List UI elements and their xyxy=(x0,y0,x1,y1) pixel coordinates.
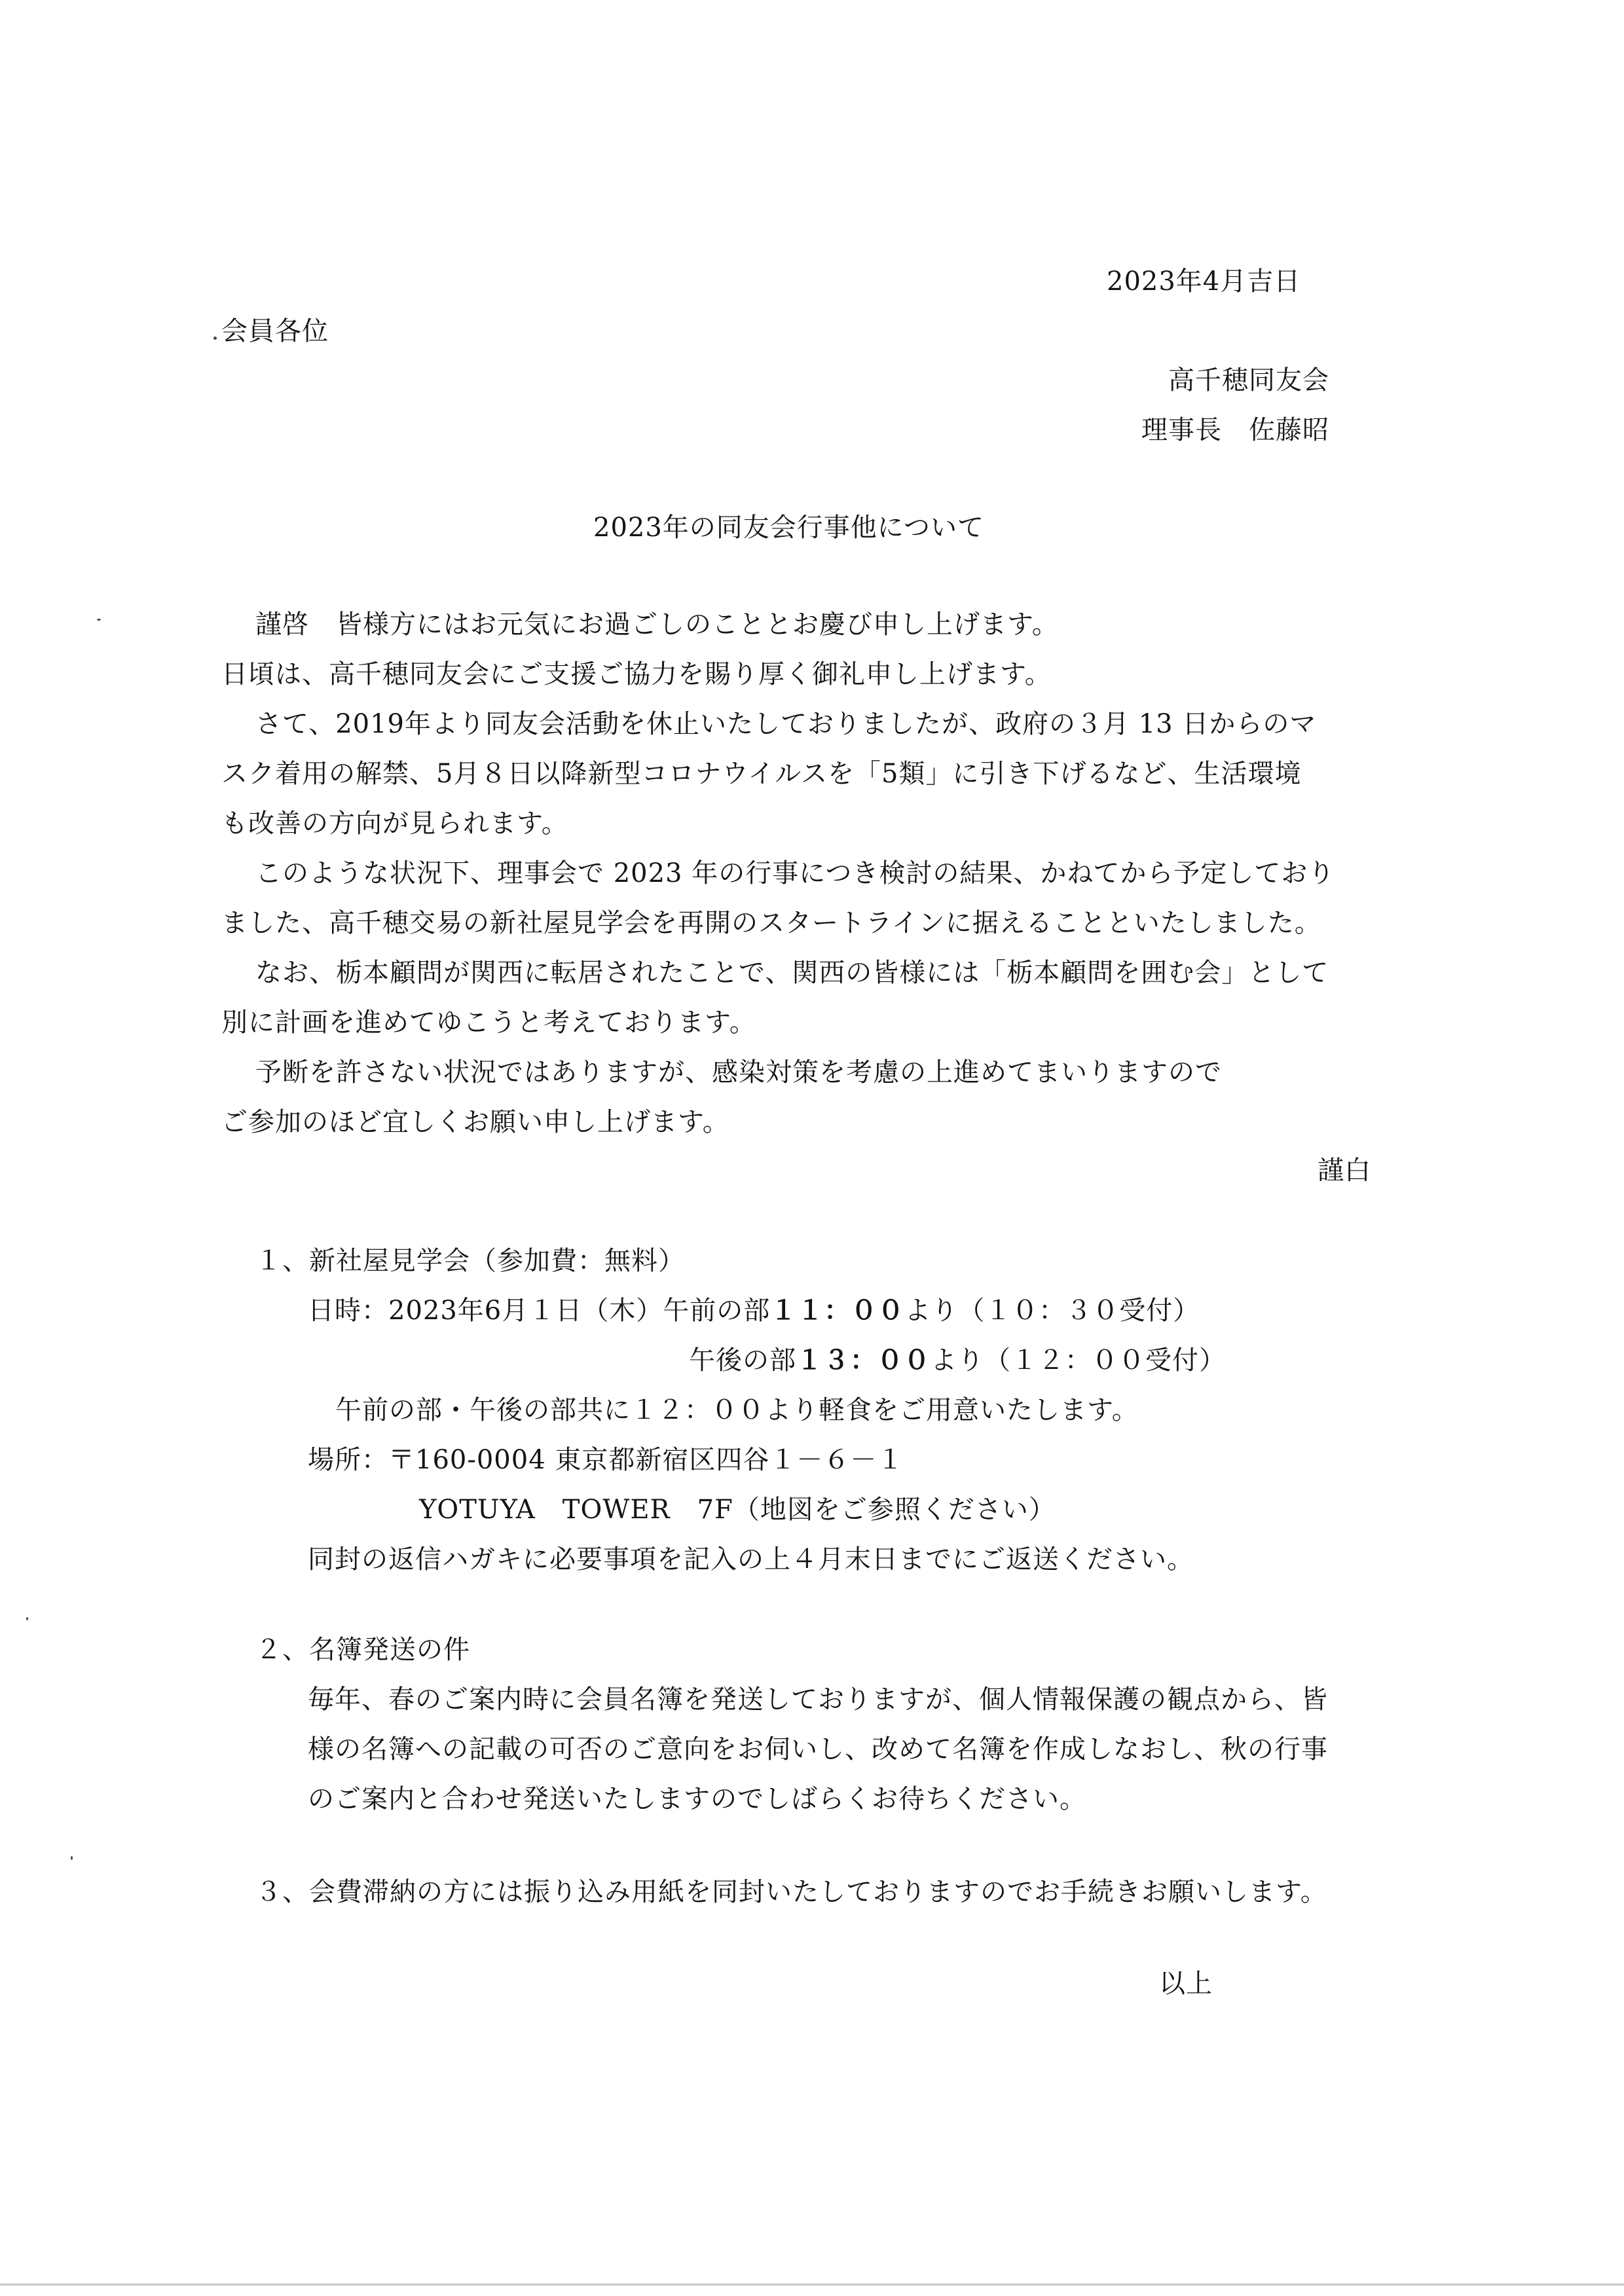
scan-speck xyxy=(71,1856,73,1860)
item1-datetime-afternoon xyxy=(689,1343,1226,1377)
body-line-5: も改善の方向が見られます。 xyxy=(221,809,568,839)
item1-morning-suffix: より（１０：３０受付） xyxy=(904,1296,1200,1326)
scan-bottom-edge xyxy=(0,2284,1624,2286)
sender-organization: 高千穂同友会 xyxy=(1168,365,1329,395)
item1-afternoon-suffix: より（１２：００受付） xyxy=(931,1345,1226,1376)
body-line-2: 日頃は、高千穂同友会にご支援ご協力を賜り厚く御礼申し上げます。 xyxy=(221,659,1052,689)
item2-heading: ２、名簿発送の件 xyxy=(255,1635,470,1665)
item2-line-2: 様の名簿への記載の可否のご意向をお伺いし、改めて名簿を作成しなおし、秋の行事 xyxy=(308,1734,1328,1764)
item1-datetime-prefix: 日時：2023年6月１日（木）午前の部 xyxy=(308,1296,771,1326)
body-line-8: なお、栃本顧問が関西に転居されたことで、関西の皆様には「栃本顧問を囲む会」として xyxy=(255,958,1329,988)
sender-name: 理事長 佐藤昭 xyxy=(1141,415,1329,445)
item1-meal-note: 午前の部・午後の部共に１２：００より軽食をご用意いたします。 xyxy=(335,1395,1139,1425)
item1-datetime-morning xyxy=(308,1294,1200,1328)
item1-morning-time: １１：００ xyxy=(770,1295,905,1326)
letter-date: 2023年4月吉日 xyxy=(1107,266,1301,297)
body-line-3: さて、2019年より同友会活動を休止いたしておりましたが、政府の３月 13 日からのマ xyxy=(255,709,1317,739)
item1-afternoon-prefix: 午後の部 xyxy=(689,1345,796,1376)
closing-phrase: 謹白 xyxy=(1318,1156,1371,1186)
end-mark: 以上 xyxy=(1159,1969,1213,1999)
item1-reply-note: 同封の返信ハガキに必要事項を記入の上４月末日までにご返送ください。 xyxy=(308,1544,1194,1575)
item2-line-1: 毎年、春のご案内時に会員名簿を発送しておりますが、個人情報保護の観点から、皆 xyxy=(308,1685,1328,1715)
body-line-6: このような状況下、理事会で 2023 年の行事につき検討の結果、かねてから予定しており xyxy=(255,858,1335,888)
item2-line-3: のご案内と合わせ発送いたしますのでしばらくお待ちください。 xyxy=(308,1784,1086,1814)
item1-place: 場所：〒160-0004 東京都新宿区四谷１－６－１ xyxy=(308,1445,904,1475)
body-line-11: ご参加のほど宜しくお願い申し上げます。 xyxy=(221,1107,729,1137)
item3-text: ３、会費滞納の方には振り込み用紙を同封いたしておりますのでお手続きお願いします。 xyxy=(255,1877,1327,1907)
scan-speck xyxy=(26,1617,28,1620)
item1-heading: １、新社屋見学会（参加費：無料） xyxy=(255,1246,685,1276)
item1-afternoon-time: １３：００ xyxy=(796,1345,931,1376)
scan-speck xyxy=(97,619,101,621)
body-line-7: ました、高千穂交易の新社屋見学会を再開のスタートラインに据えることといたしました。 xyxy=(221,908,1321,938)
document-title: 2023年の同友会行事他について xyxy=(593,513,984,543)
body-line-1: 謹啓 皆様方にはお元気にお過ごしのこととお慶び申し上げます。 xyxy=(255,610,1059,640)
body-line-4: スク着用の解禁、5月８日以降新型コロナウイルスを「5類」に引き下げるなど、生活環境 xyxy=(221,759,1302,789)
item1-building: YOTUYA TOWER 7F（地図をご参照ください） xyxy=(419,1495,1056,1525)
body-line-10: 予断を許さない状況ではありますが、感染対策を考慮の上進めてまいりますので xyxy=(255,1057,1222,1087)
addressee: 会員各位 xyxy=(221,316,329,346)
body-line-9: 別に計画を進めてゆこうと考えております。 xyxy=(221,1008,756,1038)
scan-speck xyxy=(213,337,217,340)
